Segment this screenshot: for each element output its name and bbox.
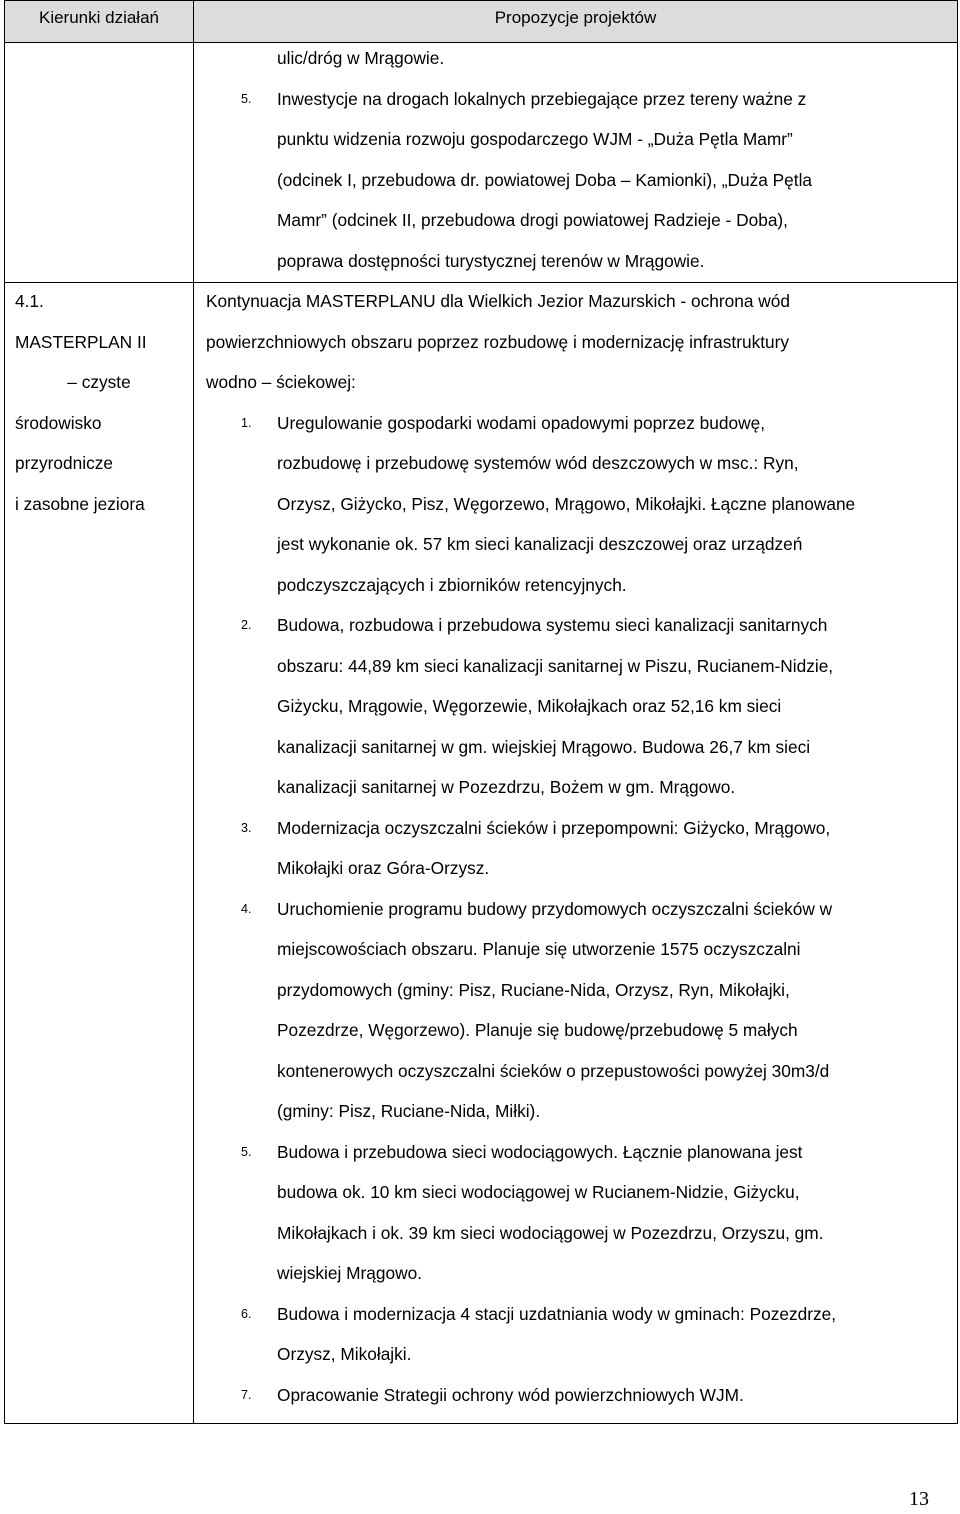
list-line: Budowa i przebudowa sieci wodociągowych. Łącznie planowana jest xyxy=(277,1141,803,1162)
list-line: Giżycku, Mrągowie, Węgorzewie, Mikołajkach oraz 52,16 km sieci xyxy=(277,696,782,716)
projects-table xyxy=(4,0,958,1424)
list-line: Budowa i modernizacja 4 stacji uzdatniania wody w gminach: Pozezdrze, xyxy=(277,1303,837,1324)
list-line: Mikołajki oraz Góra-Orzysz. xyxy=(277,858,490,878)
list-line: (odcinek I, przebudowa dr. powiatowej Doba – Kamionki), „Duża Pętla xyxy=(277,169,813,190)
list-line: Budowa, rozbudowa i przebudowa systemu sieci kanalizacji sanitarnych xyxy=(277,615,828,635)
list-line: Inwestycje na drogach lokalnych przebiegające przez tereny ważne z xyxy=(277,88,807,109)
list-line: Pozezdrze, Węgorzewo). Planuje się budowę/przebudowę 5 małych xyxy=(277,1020,798,1040)
list-item xyxy=(241,1294,855,1375)
list-number: 2. xyxy=(241,618,252,632)
intro-line: Kontynuacja MASTERPLANU dla Wielkich Jezior Mazurskich - ochrona wód xyxy=(206,291,790,311)
list-line: Uregulowanie gospodarki wodami opadowymi poprzez budowę, xyxy=(277,412,765,433)
list-line: jest wykonanie ok. 57 km sieci kanalizacji deszczowej oraz urządzeń xyxy=(277,534,803,554)
list-line: podczyszczających i zbiorników retencyjnych. xyxy=(277,574,627,595)
list-line: kanalizacji sanitarnej w gm. wiejskiej Mrągowo. Budowa 26,7 km sieci xyxy=(277,736,811,757)
section-projects-cell xyxy=(206,281,855,1415)
list-number: 1. xyxy=(241,415,252,430)
list-line: Mamr” (odcinek II, przebudowa drogi powiatowej Radzieje - Doba), xyxy=(277,210,788,230)
section-title-line: – czyste xyxy=(67,372,131,392)
list-line: przydomowych (gminy: Pisz, Ruciane-Nida, Orzysz, Ryn, Mikołajki, xyxy=(277,979,790,1000)
list-line: punktu widzenia rozwoju gospodarczego WJM - „Duża Pętla Mamr” xyxy=(277,129,793,149)
list-item xyxy=(241,403,856,606)
intro-line: powierzchniowych obszaru poprzez rozbudowę i modernizację infrastruktury xyxy=(206,331,790,352)
list-item xyxy=(241,605,855,808)
header-col-directions: Kierunki działań xyxy=(38,8,159,27)
section-title-line: środowisko xyxy=(15,412,102,433)
list-item xyxy=(241,808,855,889)
table-header xyxy=(5,1,957,43)
list-item xyxy=(241,889,855,1132)
continuation-line: ulic/dróg w Mrągowie. xyxy=(277,48,445,68)
list-line: obszaru: 44,89 km sieci kanalizacji sanitarnej w Piszu, Rucianem-Nidzie, xyxy=(277,655,834,676)
section-title-line: i zasobne jeziora xyxy=(15,493,145,514)
page-number: 13 xyxy=(909,1488,929,1510)
project-list xyxy=(206,403,855,1416)
list-number: 6. xyxy=(241,1306,252,1321)
list-line: rozbudowę i przebudowę systemów wód deszczowych w msc.: Ryn, xyxy=(277,453,799,473)
prev-section-content xyxy=(241,38,813,281)
list-line: (gminy: Pisz, Ruciane-Nida, Miłki). xyxy=(277,1101,541,1121)
list-line: Uruchomienie programu budowy przydomowych oczyszczalni ścieków w xyxy=(277,898,833,919)
list-number: 7. xyxy=(241,1387,252,1402)
header-col-projects: Propozycje projektów xyxy=(494,8,657,27)
list-item xyxy=(241,79,813,282)
list-line: miejscowościach obszaru. Planuje się utworzenie 1575 oczyszczalni xyxy=(277,939,801,959)
section-direction-cell xyxy=(5,281,193,524)
list-number: 3. xyxy=(241,820,252,835)
column-divider xyxy=(193,1,194,1423)
list-number: 5. xyxy=(241,91,252,106)
section-title-line: MASTERPLAN II xyxy=(15,331,147,352)
list-line: kanalizacji sanitarnej w Pozezdrzu, Bożem w gm. Mrągowo. xyxy=(277,777,736,797)
list-line: kontenerowych oczyszczalni ścieków o przepustowości powyżej 30m3/d xyxy=(277,1060,830,1081)
list-line: Orzysz, Giżycko, Pisz, Węgorzewo, Mrągowo, Mikołajki. Łączne planowane xyxy=(277,493,856,514)
list-item xyxy=(241,1132,855,1294)
intro-line: wodno – ściekowej: xyxy=(206,372,356,392)
list-line: budowa ok. 10 km sieci wodociągowej w Rucianem-Nidzie, Giżycku, xyxy=(277,1182,800,1202)
list-number: 5. xyxy=(241,1144,252,1159)
list-line: wiejskiej Mrągowo. xyxy=(277,1263,423,1283)
list-line: poprawa dostępności turystycznej terenów w Mrągowie. xyxy=(277,250,705,271)
list-item xyxy=(241,1375,855,1416)
list-line: Orzysz, Mikołajki. xyxy=(277,1344,412,1364)
list-number: 4. xyxy=(241,901,252,916)
list-line: Mikołajkach i ok. 39 km sieci wodociągowej w Pozezdrzu, Orzyszu, gm. xyxy=(277,1222,824,1243)
section-number: 4.1. xyxy=(15,291,44,311)
section-title-line: przyrodnicze xyxy=(15,453,113,473)
list-line: Opracowanie Strategii ochrony wód powierzchniowych WJM. xyxy=(277,1384,744,1405)
list-line: Modernizacja oczyszczalni ścieków i przepompowni: Giżycko, Mrągowo, xyxy=(277,817,831,838)
